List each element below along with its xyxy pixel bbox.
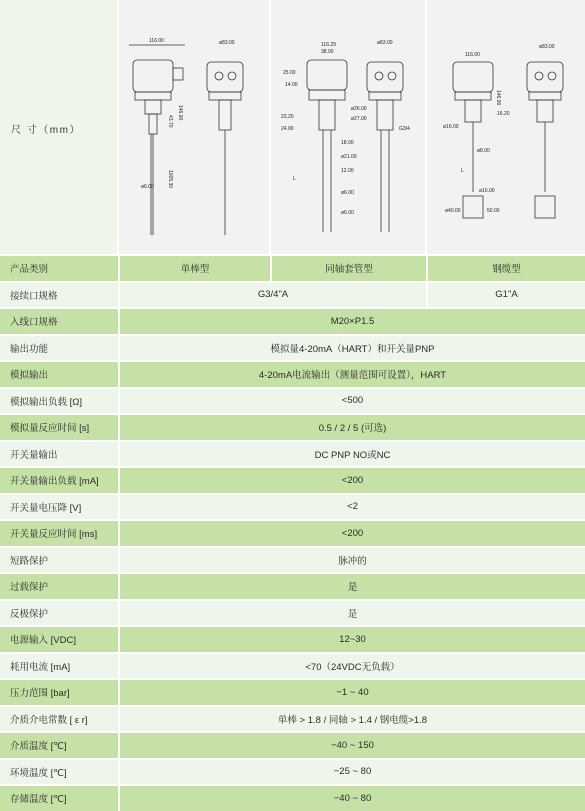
sr-width: 116.00 [149, 38, 164, 44]
spec-row-value: <200 [119, 520, 585, 547]
cx-l5: 24.00 [281, 126, 294, 132]
spec-row-label: 介质介电常数 [ ε r] [0, 706, 119, 733]
single-rod-drawing [119, 0, 269, 254]
spec-row [0, 785, 585, 811]
header-coaxial: 同轴套管型 [271, 255, 427, 282]
cb-h2: 16.20 [497, 111, 510, 117]
sr-rod-dia: ø6.00 [141, 184, 154, 190]
spec-row-label: 开关量输出 [0, 441, 119, 468]
spec-row-value: DC PNP NO或NC [119, 441, 585, 468]
spec-row-value: 12~30 [119, 626, 585, 653]
cb-weight-h: 50.00 [487, 208, 500, 214]
cx-thread: G3/4 [399, 126, 410, 132]
conn-value-rod: G3/4"A [119, 282, 427, 309]
spec-row-label: 模拟输出负载 [Ω] [0, 388, 119, 415]
cb-width: 116.00 [465, 52, 480, 58]
sr-len-a: 43.70 [167, 115, 173, 128]
spec-row-label: 开关量输出负载 [mA] [0, 467, 119, 494]
spec-row [0, 388, 585, 415]
spec-row-label: 短路保护 [0, 547, 119, 574]
cx-diameter: ø83.00 [377, 40, 393, 46]
cb-height: 146.90 [495, 90, 501, 106]
spec-row-value: M20×P1.5 [119, 308, 585, 335]
cb-len: L [461, 168, 464, 174]
spec-row [0, 573, 585, 600]
spec-table [0, 254, 585, 811]
spec-row [0, 335, 585, 362]
spec-row-label: 模拟输出 [0, 361, 119, 388]
spec-row-value: 脉冲的 [119, 547, 585, 574]
cx-d2: ø26.00 [351, 106, 367, 112]
cx-len: L [293, 176, 296, 182]
cx-l6: 12.00 [341, 168, 354, 174]
header-cable: 钢缆型 [427, 255, 585, 282]
spec-row-value: −1 ~ 40 [119, 679, 585, 706]
spec-row [0, 653, 585, 680]
spec-row [0, 600, 585, 627]
spec-row-label: 输出功能 [0, 335, 119, 362]
spec-row-value: −25 ~ 80 [119, 759, 585, 786]
cx-d3: ø27.00 [351, 116, 367, 122]
spec-row [0, 732, 585, 759]
header-label: 产品类别 [0, 255, 119, 282]
spec-row-label: 反极保护 [0, 600, 119, 627]
cb-dia2: ø16.00 [443, 124, 459, 130]
cx-inner2: ø6.00 [341, 210, 354, 216]
dimension-row [0, 0, 585, 254]
dimension-label-cell [0, 0, 117, 254]
coaxial-svg [271, 0, 425, 254]
cb-weight-w: ø40.00 [445, 208, 461, 214]
spec-row-value: <2 [119, 494, 585, 521]
spec-row [0, 441, 585, 468]
cx-d1: 38.00 [321, 49, 334, 55]
header-single-rod: 单棒型 [119, 255, 271, 282]
single-rod-svg [119, 0, 269, 254]
spec-row-value: 4-20mA电流输出（测量范围可设置），HART [119, 361, 585, 388]
cx-l2: 23.20 [281, 114, 294, 120]
spec-row [0, 679, 585, 706]
spec-row [0, 626, 585, 653]
sr-height: 146.90 [177, 105, 183, 121]
spec-row-value: 是 [119, 573, 585, 600]
cb-diameter: ø83.00 [539, 44, 555, 50]
sr-diameter: ø83.00 [219, 40, 235, 46]
spec-row-value: −40 ~ 150 [119, 732, 585, 759]
spec-row-value: 是 [119, 600, 585, 627]
cx-l4: 18.00 [341, 140, 354, 146]
spec-row [0, 361, 585, 388]
conn-label: 接续口规格 [0, 282, 119, 309]
cx-tube: ø21.00 [341, 154, 357, 160]
spec-row-label: 介质温度 [℃] [0, 732, 119, 759]
spec-row [0, 706, 585, 733]
cx-inner1: ø6.00 [341, 190, 354, 196]
spec-row-value: <70（24VDC无负载） [119, 653, 585, 680]
spec-row-value: 模拟量4-20mA（HART）和开关量PNP [119, 335, 585, 362]
spec-row [0, 547, 585, 574]
spec-row-value: −40 ~ 80 [119, 785, 585, 811]
spec-row-label: 模拟量反应时间 [s] [0, 414, 119, 441]
cb-cable-dia: ø8.00 [477, 148, 490, 154]
spec-row-label: 存储温度 [℃] [0, 785, 119, 811]
spec-row-label: 开关量电压降 [V] [0, 494, 119, 521]
cx-width: 116.29 [321, 42, 336, 48]
cx-l3: 14.00 [285, 82, 298, 88]
spec-row-label: 环境温度 [℃] [0, 759, 119, 786]
spec-row-value: 0.5 / 2 / 5 (可选) [119, 414, 585, 441]
spec-row-label: 压力范围 [bar] [0, 679, 119, 706]
conn-row [0, 282, 585, 309]
spec-row-label: 入线口规格 [0, 308, 119, 335]
spec-row-label: 开关量反应时间 [ms] [0, 520, 119, 547]
header-row [0, 255, 585, 282]
spec-row-label: 过载保护 [0, 573, 119, 600]
spec-row [0, 520, 585, 547]
spec-row-value: 单棒 > 1.8 / 同轴 > 1.4 / 钢电缆>1.8 [119, 706, 585, 733]
spec-row-value: <500 [119, 388, 585, 415]
spec-row-label: 电源输入 [VDC] [0, 626, 119, 653]
spec-row [0, 414, 585, 441]
spec-row-label: 耗用电流 [mA] [0, 653, 119, 680]
cx-l1: 25.00 [283, 70, 296, 76]
spec-row [0, 467, 585, 494]
spec-row-value: <200 [119, 467, 585, 494]
spec-row [0, 494, 585, 521]
cable-drawing [427, 0, 585, 254]
conn-value-cable: G1"A [427, 282, 585, 309]
cb-weight-dia: ø16.00 [479, 188, 495, 194]
cable-svg [427, 0, 585, 254]
spec-row [0, 308, 585, 335]
dimension-label: 尺 寸（mm） [11, 125, 81, 136]
sr-len-b: 1005.30 [167, 170, 173, 189]
coaxial-drawing [271, 0, 425, 254]
spec-row [0, 759, 585, 786]
